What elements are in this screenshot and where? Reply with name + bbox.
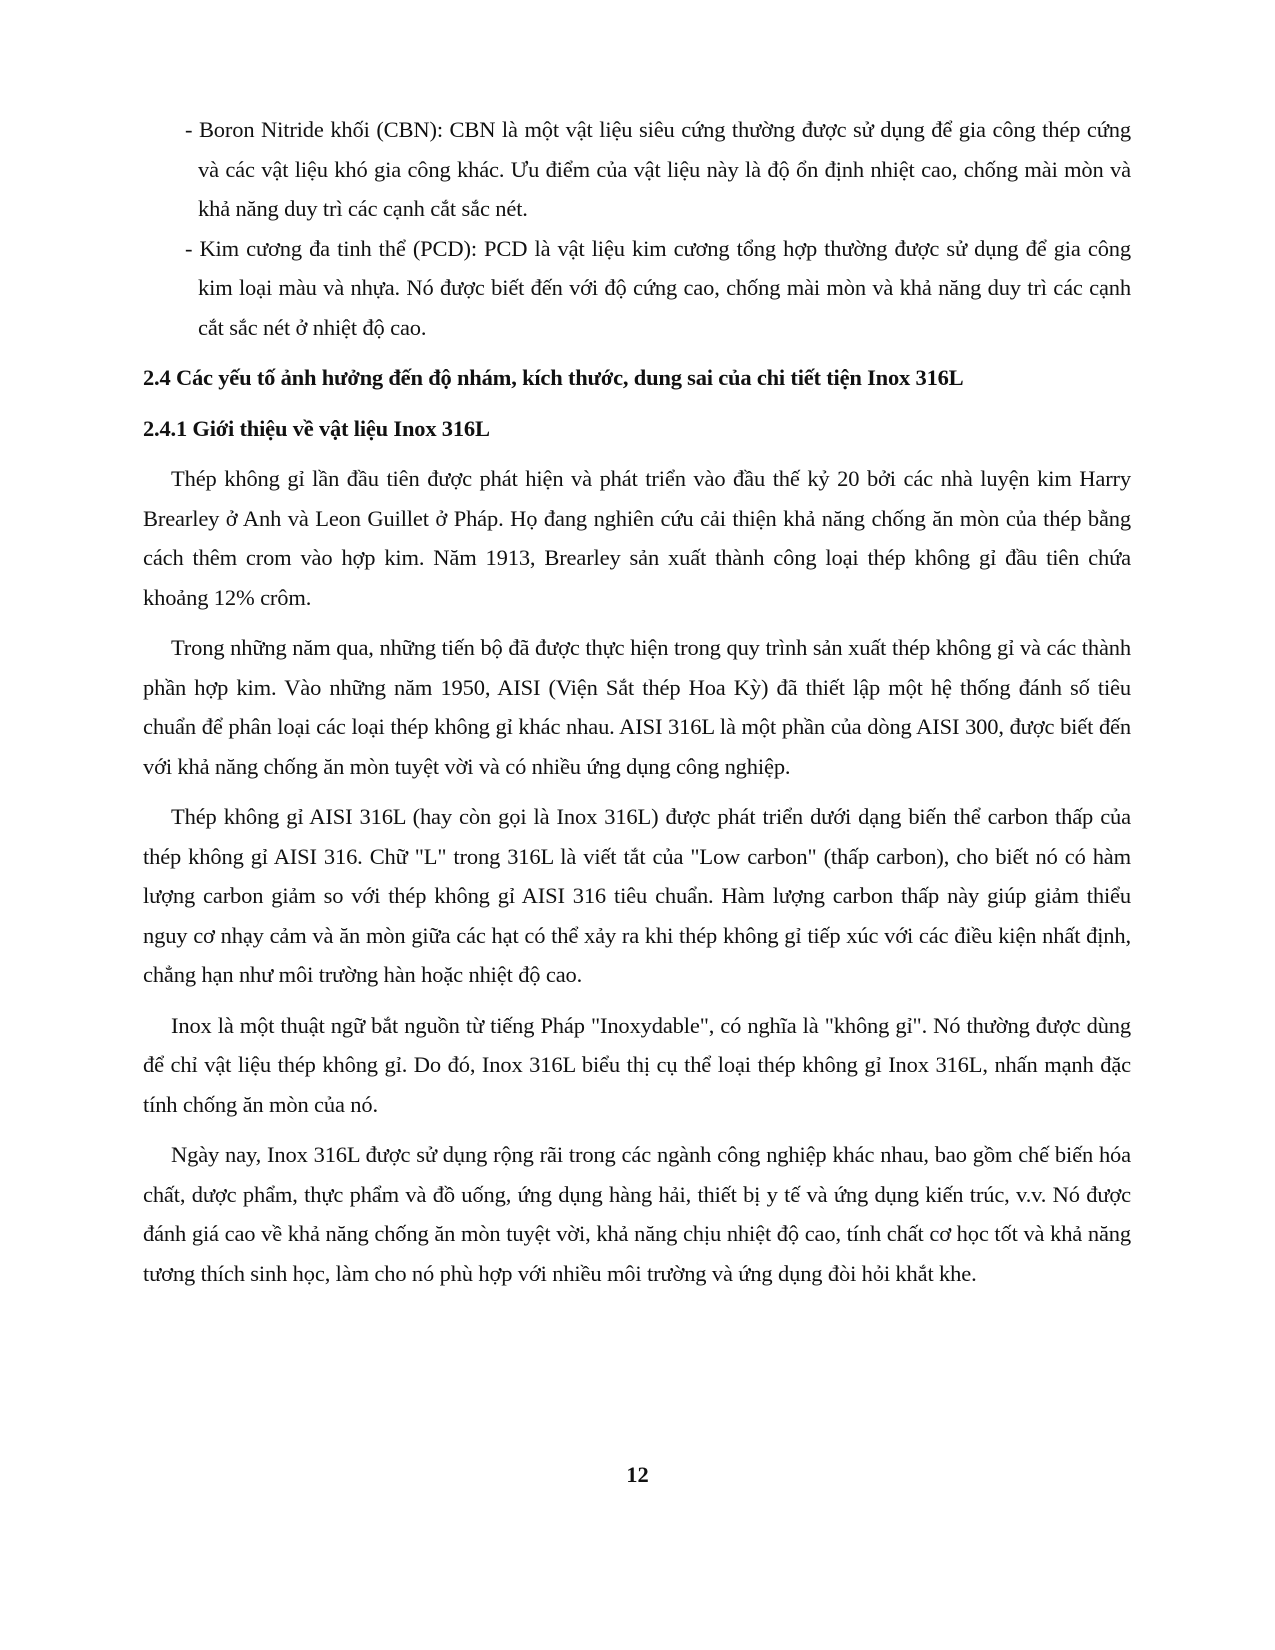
page-number: 12 <box>626 1462 649 1487</box>
paragraph-aisi: Trong những năm qua, những tiến bộ đã được thực hiện trong quy trình sản xuất thép không gỉ và các thành phần hợp kim. Vào những năm 1950, AISI (Viện Sắt thép Hoa Kỳ) đã thiết lập một hệ thống đánh số tiêu chuẩn để phân loại các loại thép không gỉ khác nhau. AISI 316L là một phần của dòng AISI 300, được biết đến với khả năng chống ăn mòn tuyệt vời và có nhiều ứng dụng công nghiệp. <box>143 635 1131 779</box>
bullet-pcd: - Kim cương đa tinh thể (PCD): PCD là vật liệu kim cương tổng hợp thường được sử dụng để gia công kim loại màu và nhựa. Nó được biết đến với độ cứng cao, chống mài mòn và khả năng duy trì các cạnh cắt sắc nét ở nhiệt độ cao. <box>185 235 1131 340</box>
paragraph-inox-term: Inox là một thuật ngữ bắt nguồn từ tiếng Pháp "Inoxydable", có nghĩa là "không gỉ". Nó thường được dùng để chỉ vật liệu thép không gỉ. Do đó, Inox 316L biểu thị cụ thể loại thép không gỉ Inox 316L, nhấn mạnh đặc tính chống ăn mòn của nó. <box>143 1012 1131 1117</box>
paragraph-316l: Thép không gỉ AISI 316L (hay còn gọi là Inox 316L) được phát triển dưới dạng biến thể carbon thấp của thép không gỉ AISI 316. Chữ "L" trong 316L là viết tắt của "Low carbon" (thấp carbon), cho biết nó có hàm lượng carbon giảm so với thép không gỉ AISI 316 tiêu chuẩn. Hàm lượng carbon thấp này giúp giảm thiểu nguy cơ nhạy cảm và ăn mòn giữa các hạt có thể xảy ra khi thép không gỉ tiếp xúc với các điều kiện nhất định, chẳng hạn như môi trường hàn hoặc nhiệt độ cao. <box>143 804 1131 987</box>
paragraph-history: Thép không gỉ lần đầu tiên được phát hiện và phát triển vào đầu thế kỷ 20 bởi các nhà luyện kim Harry Brearley ở Anh và Leon Guillet ở Pháp. Họ đang nghiên cứu cải thiện khả năng chống ăn mòn của thép bằng cách thêm crom vào hợp kim. Năm 1913, Brearley sản xuất thành công loại thép không gỉ đầu tiên chứa khoảng 12% crôm. <box>143 466 1131 610</box>
paragraph-applications: Ngày nay, Inox 316L được sử dụng rộng rãi trong các ngành công nghiệp khác nhau, bao gồm chế biến hóa chất, dược phẩm, thực phẩm và đồ uống, ứng dụng hàng hải, thiết bị y tế và ứng dụng kiến trúc, v.v. Nó được đánh giá cao về khả năng chống ăn mòn tuyệt vời, khả năng chịu nhiệt độ cao, tính chất cơ học tốt và khả năng tương thích sinh học, làm cho nó phù hợp với nhiều môi trường và ứng dụng đòi hỏi khắt khe. <box>143 1142 1131 1286</box>
subsection-heading: 2.4.1 Giới thiệu về vật liệu Inox 316L <box>143 415 490 441</box>
section-heading: 2.4 Các yếu tố ảnh hưởng đến độ nhám, kích thước, dung sai của chi tiết tiện Inox 316L <box>143 365 964 390</box>
bullet-cbn: - Boron Nitride khối (CBN): CBN là một vật liệu siêu cứng thường được sử dụng để gia công thép cứng và các vật liệu khó gia công khác. Ưu điểm của vật liệu này là độ ổn định nhiệt cao, chống mài mòn và khả năng duy trì các cạnh cắt sắc nét. <box>185 117 1131 221</box>
document-page <box>143 110 1131 1293</box>
